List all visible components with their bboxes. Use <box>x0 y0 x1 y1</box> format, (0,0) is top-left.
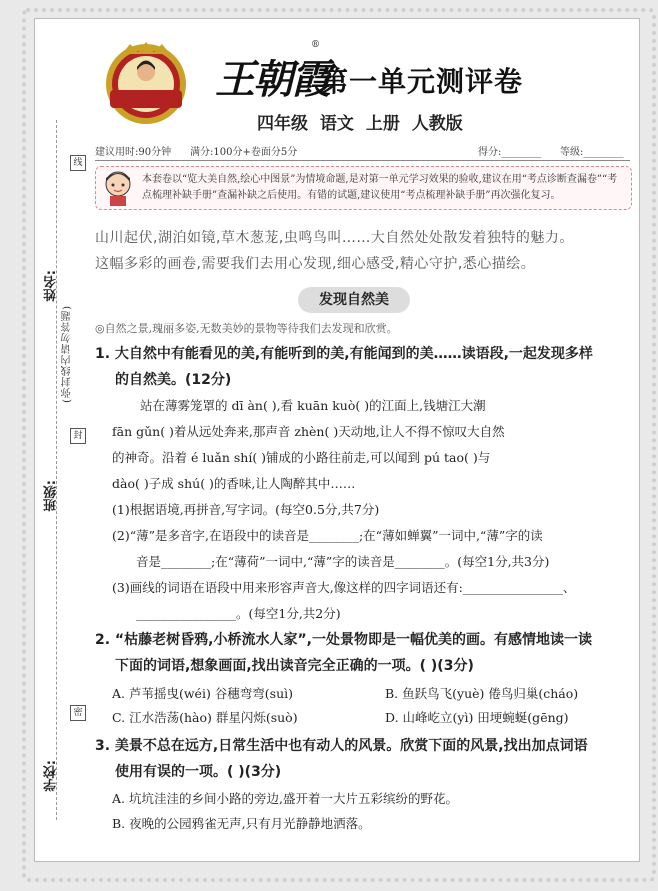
seal-mark-line: 线 <box>70 155 86 171</box>
full-score: 满分:100分+卷面分5分 <box>190 147 298 158</box>
section-heading: 发现自然美 <box>298 287 410 313</box>
page-title: 第一单元测评卷 <box>320 65 524 98</box>
passage-line[interactable]: fān gǔn( )着从远处奔来,那声音 zhèn( )天动地,让人不得不惊叹大自然 <box>112 424 505 439</box>
option-b[interactable]: B. 夜晚的公园鸦雀无声,只有月光静静地洒落。 <box>112 816 371 831</box>
seal-mark-seal: 封 <box>70 428 86 444</box>
question-1-line: 的自然美。(12分) <box>115 372 232 388</box>
question-1-stem <box>95 341 635 393</box>
suggested-time: 建议用时:90分钟 <box>95 147 172 158</box>
passage-line[interactable]: 站在薄雾笼罩的 dī àn( ),看 kuān kuò( )的江面上,钱塘江大潮 <box>140 398 486 413</box>
question-1-line: 1. 大自然中有能看见的美,有能听到的美,有能闻到的美……读语段,一起发现多样 <box>95 346 593 362</box>
question-3-line: 3. 美景不总在远方,日常生活中也有动人的风景。欣赏下面的风景,找出加点词语 <box>95 738 588 754</box>
divider <box>95 160 630 161</box>
binding-line <box>56 120 57 820</box>
page-subtitle: 四年级 语文 上册 人教版 <box>257 114 463 134</box>
option-a[interactable]: A. 芦苇摇曳(wéi) 谷穗弯弯(suì) <box>112 686 294 701</box>
student-avatar-icon <box>100 168 136 206</box>
sub-question-2[interactable]: (2)“薄”是多音字,在语段中的读音是________;在“薄如蝉翼”一词中,“薄”字的读 <box>112 528 543 543</box>
registered-mark: ® <box>311 40 320 50</box>
option-c[interactable]: C. 江水浩荡(hào) 群星闪烁(suò) <box>112 710 298 725</box>
school-label: 学校: <box>44 760 59 792</box>
question-3-stem <box>95 733 635 785</box>
grade-field[interactable]: 等级:________ <box>560 147 624 158</box>
seal-note: (弥封线内请勿答题) <box>62 305 73 403</box>
question-2-line[interactable]: 下面的词语,想象画面,找出读音完全正确的一项。( )(3分) <box>115 658 474 674</box>
intro-line: 山川起伏,湖泊如镜,草木葱茏,虫鸣鸟叫……大自然处处散发着独特的魅力。 <box>95 230 574 246</box>
passage-line[interactable]: dào( )子成 shú( )的香味,让人陶醉其中…… <box>112 476 356 491</box>
name-label: 姓名: <box>44 270 59 302</box>
class-label: 班级: <box>44 480 59 512</box>
passage-line[interactable]: 的神奇。沿着 é luǎn shí( )铺成的小路往前走,可以闻到 pú tao( )与 <box>112 450 491 465</box>
option-d[interactable]: D. 山峰屹立(yì) 田埂蜿蜒(gēng) <box>385 710 569 725</box>
sub-question-3[interactable]: (3)画线的词语在语段中用来形容声音大,像这样的四字词语还有:________________、 <box>112 580 576 595</box>
sub-question-2-cont[interactable]: 音是________;在“薄荷”一词中,“薄”字的读音是________。(每空1分,共3分) <box>136 554 550 569</box>
intro-text <box>95 225 635 277</box>
usage-note: 本套卷以“览大美自然,绘心中图景”为情境命题,是对第一单元学习效果的验收,建议在用“考点诊断查漏卷”“考点梳理补缺手册”查漏补缺之后使用。有错的试题,建议使用“考点梳理补缺手册”再次强化复习。 <box>142 174 618 201</box>
brand-logo-icon <box>102 40 190 128</box>
seal-mark-secret: 密 <box>70 705 86 721</box>
question-3-line[interactable]: 使用有误的一项。( )(3分) <box>115 764 282 780</box>
question-2-stem <box>95 627 635 679</box>
score-field[interactable]: 得分:________ <box>478 147 542 158</box>
option-a[interactable]: A. 坑坑洼洼的乡间小路的旁边,盛开着一大片五彩缤纷的野花。 <box>112 791 458 806</box>
brand-name: 王朝霞 <box>215 56 329 103</box>
sub-question-3-cont[interactable]: ________________。(每空1分,共2分) <box>136 606 341 621</box>
question-2-line: 2. “枯藤老树昏鸦,小桥流水人家”,一处景物即是一幅优美的画。有感情地读一读 <box>95 632 592 648</box>
option-b[interactable]: B. 鱼跃鸟飞(yuè) 倦鸟归巢(cháo) <box>385 686 579 701</box>
sub-question-1: (1)根据语境,再拼音,写字词。(每空0.5分,共7分) <box>112 502 380 517</box>
intro-line: 这幅多彩的画卷,需要我们去用心发现,细心感受,精心守护,悉心描绘。 <box>95 256 536 272</box>
section-hint: ◎自然之景,瑰丽多姿,无数美妙的景物等待我们去发现和欣赏。 <box>95 322 398 335</box>
